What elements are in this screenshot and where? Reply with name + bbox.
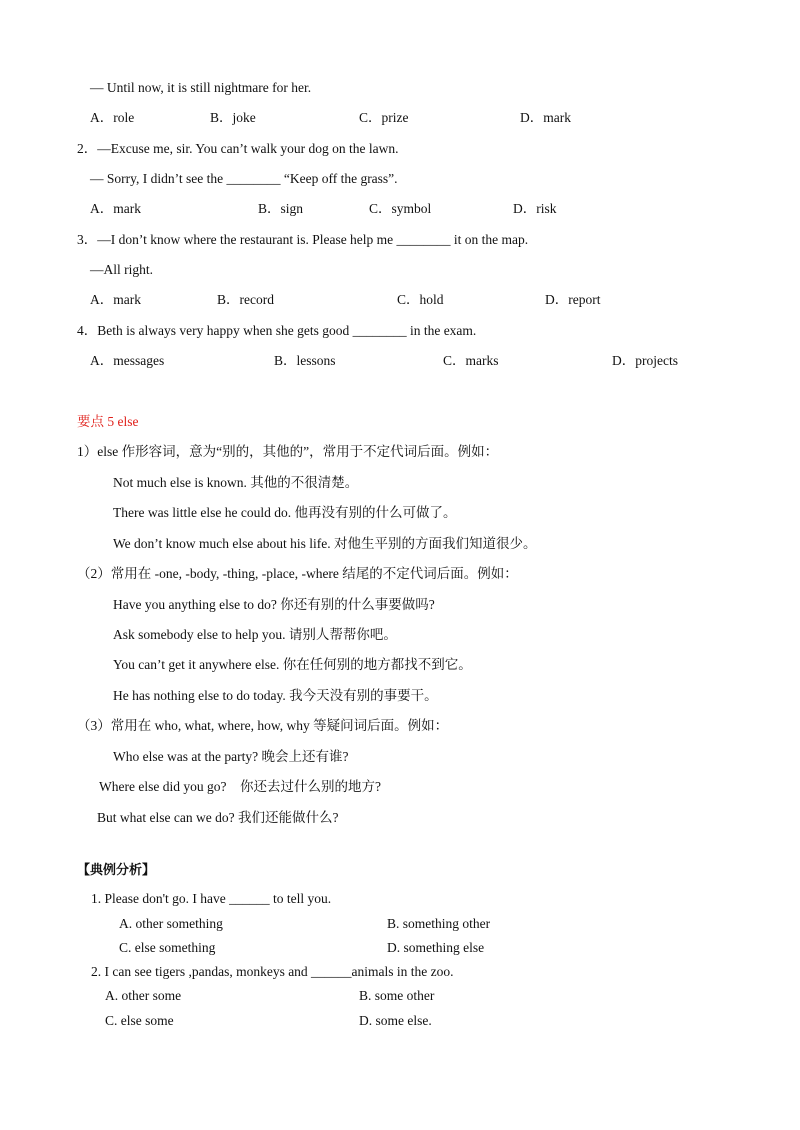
rule-2-example: You can’t get it anywhere else. 你在任何别的地方都找不到它。 (113, 657, 472, 672)
analysis-heading: 【典例分析】 (77, 863, 156, 878)
analysis-q1-option-d: D. something else (387, 940, 485, 955)
q3-option-c: C．hold (397, 292, 444, 307)
q2-option-c: C．symbol (369, 201, 432, 216)
analysis-q2-prompt: 2. I can see tigers ,pandas, monkeys and ______animals in the zoo. (91, 964, 454, 979)
analysis-q1-option-b: B. something other (387, 916, 491, 931)
rule-2-example: He has nothing else to do today. 我今天没有别的事要干。 (113, 688, 438, 703)
q3-reply: —All right. (90, 262, 153, 277)
rule-1-example: There was little else he could do. 他再没有别的什么可做了。 (113, 505, 457, 520)
rule-3: （3）常用在 who, what, where, how, why 等疑问词后面。例如： (77, 718, 449, 733)
q0-option-a: A．role (90, 110, 135, 125)
analysis-q2-option-c: C. else some (105, 1013, 174, 1028)
rule-2: （2）常用在 -one, -body, -thing, -place, -where 结尾的不定代词后面。例如： (77, 566, 518, 581)
q4-option-a: A．messages (90, 353, 165, 368)
q2-reply: — Sorry, I didn’t see the ________ “Keep off the grass”. (90, 171, 398, 186)
analysis-q1-option-c: C. else something (119, 940, 216, 955)
q2-option-d: D．risk (513, 201, 557, 216)
rule-1: 1）else 作形容词，意为“别的，其他的”，常用于不定代词后面。例如： (77, 444, 499, 459)
section-heading: 要点 5 else (77, 414, 139, 429)
q2-prompt: 2．—Excuse me, sir. You can’t walk your dog on the lawn. (77, 141, 399, 156)
rule-1-example: We don’t know much else about his life. 对他生平别的方面我们知道很少。 (113, 536, 537, 551)
q2-option-b: B．sign (258, 201, 304, 216)
q4-option-b: B．lessons (274, 353, 336, 368)
q3-option-a: A．mark (90, 292, 141, 307)
rule-1-example: Not much else is known. 其他的不很清楚。 (113, 475, 359, 490)
q4-option-d: D．projects (612, 353, 678, 368)
analysis-q2-option-d: D. some else. (359, 1013, 432, 1028)
q3-prompt: 3．—I don’t know where the restaurant is. Please help me ________ it on the map. (77, 232, 529, 247)
q0-option-d: D．mark (520, 110, 571, 125)
analysis-q1-prompt: 1. Please don't go. I have ______ to tell you. (91, 891, 332, 906)
q2-option-a: A．mark (90, 201, 141, 216)
rule-2-example: Ask somebody else to help you. 请别人帮帮你吧。 (113, 627, 397, 642)
analysis-q2-option-a: A. other some (105, 988, 182, 1003)
q0-reply: — Until now, it is still nightmare for her. (90, 80, 312, 95)
q0-option-c: C．prize (359, 110, 409, 125)
q4-prompt: 4．Beth is always very happy when she gets good ________ in the exam. (77, 323, 477, 338)
q3-option-b: B．record (217, 292, 274, 307)
analysis-q1-option-a: A. other something (119, 916, 223, 931)
rule-3-example: But what else can we do? 我们还能做什么? (97, 810, 339, 825)
q3-option-d: D．report (545, 292, 601, 307)
rule-2-example: Have you anything else to do? 你还有别的什么事要做吗? (113, 597, 435, 612)
analysis-q2-option-b: B. some other (359, 988, 435, 1003)
rule-3-example: Who else was at the party? 晚会上还有谁? (113, 749, 349, 764)
q4-option-c: C．marks (443, 353, 499, 368)
rule-3-example: Where else did you go? 你还去过什么别的地方? (99, 779, 381, 794)
q0-option-b: B．joke (210, 110, 256, 125)
